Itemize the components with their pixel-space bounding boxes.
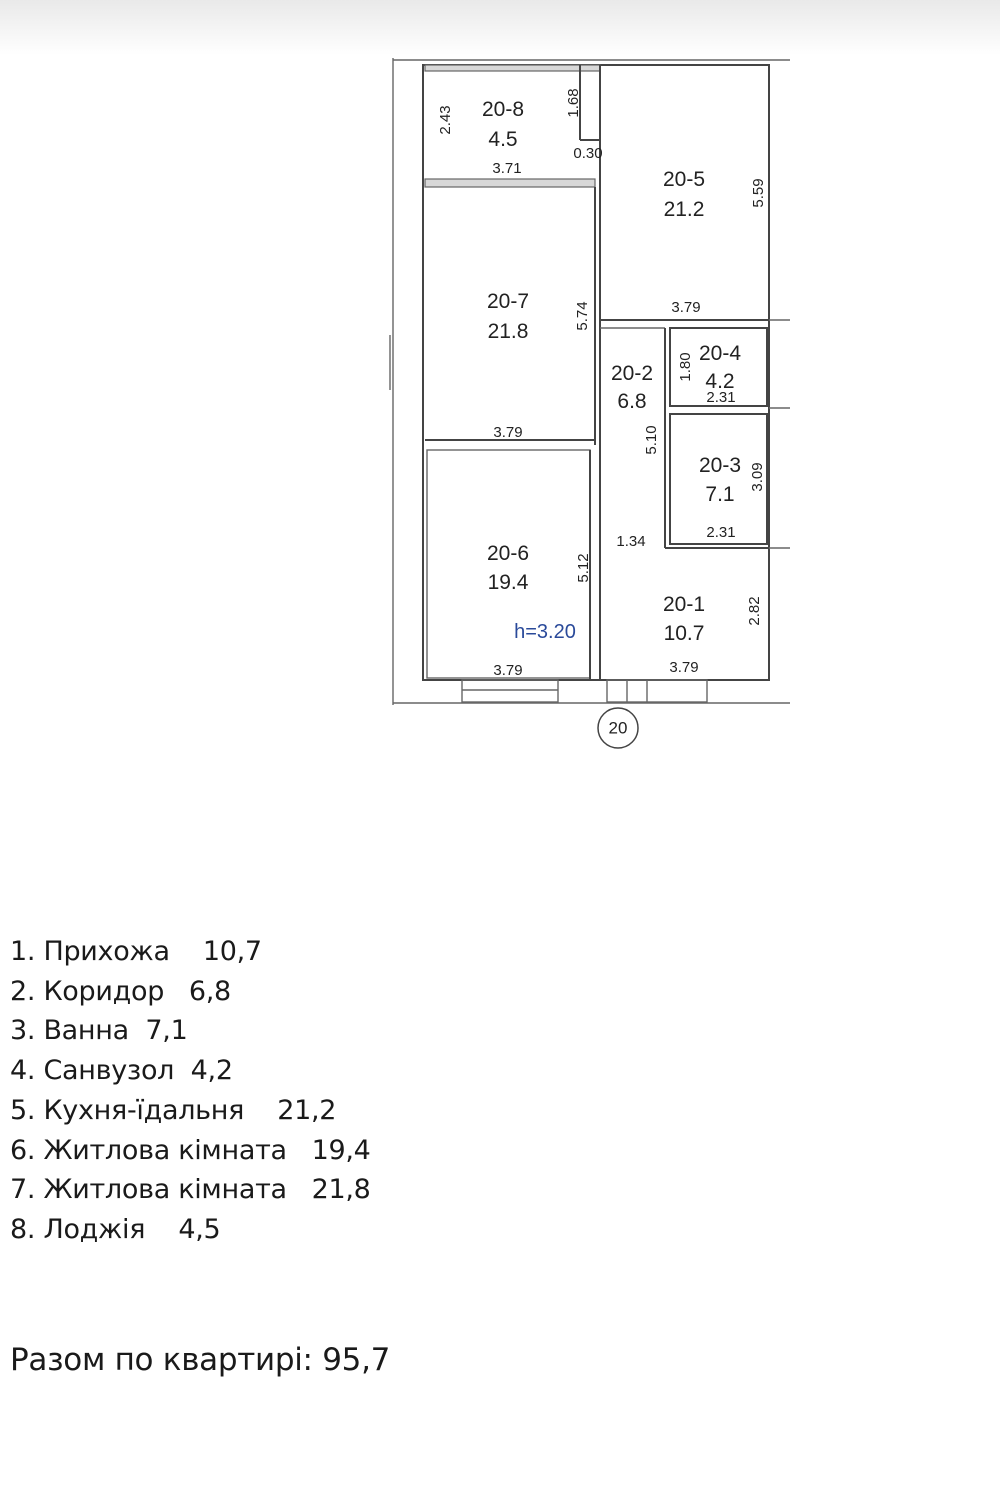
dim-20-2-height: 5.10 <box>643 425 660 455</box>
ceiling-height: h=3.20 <box>514 621 576 643</box>
legend-item-2: 2. Коридор 6,8 <box>10 975 231 1007</box>
room-id-20-1: 20-1 <box>662 593 706 616</box>
legend-item-4: 4. Санвузол 4,2 <box>10 1055 233 1087</box>
dim-20-5-height: 5.59 <box>750 178 767 208</box>
dim-20-3-width: 2.31 <box>706 524 736 541</box>
dim-20-1-height: 2.82 <box>746 596 763 626</box>
dim-20-4-width: 2.31 <box>706 389 736 406</box>
room-area-20-5: 21.2 <box>663 198 705 221</box>
legend-item-7: 7. Житлова кімната 21,8 <box>10 1174 371 1206</box>
room-area-20-1: 10.7 <box>663 622 705 645</box>
apartment-number: 20 <box>608 718 628 738</box>
dim-20-6-height: 5.12 <box>575 553 592 583</box>
total-area: Разом по квартирі: 95,7 <box>10 1342 391 1378</box>
room-id-20-6: 20-6 <box>486 542 530 565</box>
dim-20-5-width: 3.79 <box>671 299 701 316</box>
dim-loggia-partition: 1.68 <box>565 88 582 118</box>
loggia-wall <box>425 179 595 187</box>
dim-20-1-width: 3.79 <box>669 659 699 676</box>
room-id-20-7: 20-7 <box>486 290 530 313</box>
room-area-20-8: 4.5 <box>488 128 518 151</box>
legend-item-8: 8. Лоджія 4,5 <box>10 1213 221 1245</box>
legend-item-6: 6. Житлова кімната 19,4 <box>10 1134 371 1166</box>
room-id-20-4: 20-4 <box>698 342 742 365</box>
room-id-20-5: 20-5 <box>662 168 706 191</box>
room-area-20-6: 19.4 <box>487 571 529 594</box>
room-area-20-2: 6.8 <box>617 390 647 413</box>
dim-20-3-height: 3.09 <box>749 462 766 492</box>
room-area-20-7: 21.8 <box>487 320 529 343</box>
window-20-6 <box>462 680 558 702</box>
dim-20-6-width: 3.79 <box>493 662 523 679</box>
room-area-20-4: 4.2 <box>705 370 735 393</box>
legend-item-5: 5. Кухня-їдальня 21,2 <box>10 1094 337 1126</box>
room-id-20-3: 20-3 <box>698 454 742 477</box>
dim-20-7-width: 3.79 <box>493 424 523 441</box>
dim-20-8-width: 3.71 <box>492 160 522 177</box>
dim-20-8-height: 2.43 <box>437 105 454 135</box>
dim-20-4-height: 1.80 <box>677 352 694 382</box>
room-legend <box>10 932 371 1250</box>
dim-20-7-height: 5.74 <box>574 301 591 331</box>
legend-item-3: 3. Ванна 7,1 <box>10 1015 188 1047</box>
legend-item-1: 1. Прихожа 10,7 <box>10 936 262 967</box>
dim-corridor-width: 1.34 <box>616 533 646 550</box>
dim-wall-thickness: 0.30 <box>573 145 603 162</box>
entry-door <box>607 680 707 702</box>
loggia-window <box>425 65 600 71</box>
room-id-20-8: 20-8 <box>481 98 525 121</box>
room-id-20-2: 20-2 <box>610 362 654 385</box>
room-area-20-3: 7.1 <box>705 483 735 506</box>
